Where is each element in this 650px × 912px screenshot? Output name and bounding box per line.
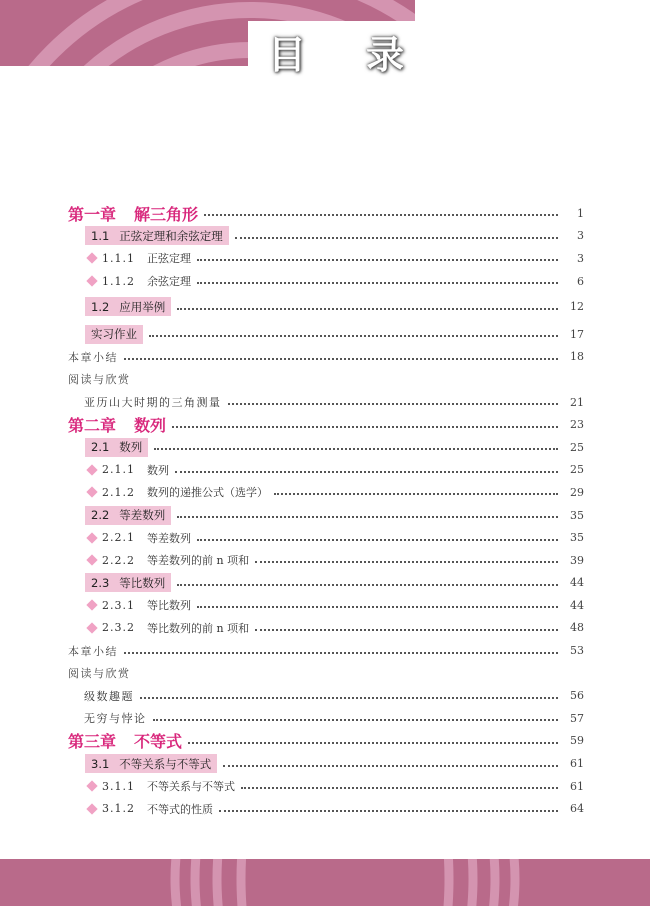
toc-section[interactable] (68, 295, 584, 318)
page-number: 48 (570, 621, 584, 635)
subsection-number: 2.2.1 (102, 531, 135, 545)
dot-leader (255, 561, 558, 563)
toc-chapter-3[interactable] (68, 730, 584, 753)
page-number: 17 (570, 327, 584, 341)
section-number: 1.2 (91, 299, 110, 314)
subsection-title: 等比数列 (147, 599, 191, 613)
page-number: 12 (570, 300, 584, 314)
diamond-bullet-icon (86, 275, 97, 286)
dot-leader (140, 697, 558, 699)
page-number: 44 (570, 598, 584, 612)
footer-decoration-band (0, 859, 650, 906)
toc-section[interactable] (68, 323, 584, 346)
page-number: 53 (570, 644, 584, 658)
page-number: 64 (570, 802, 584, 816)
dot-leader (177, 516, 558, 518)
section-number: 2.1 (91, 440, 110, 455)
diamond-bullet-icon (86, 622, 97, 633)
page-title: 目录 (268, 33, 465, 77)
page-number: 56 (570, 689, 584, 703)
subsection-number: 1.1.2 (102, 274, 135, 288)
toc-subsection[interactable] (68, 247, 584, 270)
page-number: 35 (570, 508, 584, 522)
dot-leader (219, 810, 558, 812)
subsection-title: 等差数列的前 n 项和 (147, 554, 250, 568)
entry-title: 本章小结 (68, 644, 118, 658)
toc-chapter-summary[interactable] (68, 639, 584, 662)
chapter-number: 第二章 (68, 416, 117, 436)
dot-leader (177, 584, 558, 586)
dot-leader (149, 335, 558, 337)
chapter-title: 数列 (134, 416, 167, 436)
toc-reading-item[interactable] (68, 391, 584, 414)
toc-subsection[interactable] (68, 617, 584, 640)
entry-title: 无穷与悖论 (84, 712, 147, 726)
page-number: 61 (570, 757, 584, 771)
page-number: 39 (570, 553, 584, 567)
section-title: 数列 (119, 440, 143, 455)
page-number: 57 (570, 711, 584, 725)
chapter-number: 第三章 (68, 732, 117, 752)
toc-subsection[interactable] (68, 526, 584, 549)
section-title: 正弦定理和余弦定理 (119, 228, 223, 243)
page-number: 44 (570, 576, 584, 590)
page-number: 3 (577, 229, 584, 243)
arc-stripes-decoration (0, 859, 650, 906)
dot-leader (172, 426, 558, 428)
entry-title: 级数趣题 (84, 689, 134, 703)
diamond-bullet-icon (86, 803, 97, 814)
section-title: 应用举例 (119, 299, 166, 314)
section-title: 等差数列 (119, 508, 166, 523)
dot-leader (153, 719, 559, 721)
section-number: 2.3 (91, 575, 110, 590)
dot-leader (177, 308, 558, 310)
section-number: 1.1 (91, 228, 110, 243)
section-number: 2.2 (91, 508, 110, 523)
page-number: 18 (570, 350, 584, 364)
dot-leader (197, 539, 558, 541)
dot-leader (241, 787, 558, 789)
dot-leader (154, 448, 558, 450)
diamond-bullet-icon (86, 464, 97, 475)
subsection-title: 数列的递推公式（选学） (147, 486, 268, 500)
toc-subsection[interactable] (68, 775, 584, 798)
chapter-title: 不等式 (134, 732, 183, 752)
section-title: 不等关系与不等式 (119, 756, 212, 771)
dot-leader (228, 403, 559, 405)
subsection-number: 3.1.2 (102, 802, 135, 816)
table-of-contents (68, 202, 584, 820)
dot-leader (223, 765, 558, 767)
subsection-number: 2.2.2 (102, 553, 135, 567)
dot-leader (124, 358, 558, 360)
toc-reading-item[interactable] (68, 684, 584, 707)
toc-chapter-1[interactable] (68, 202, 584, 225)
diamond-bullet-icon (86, 555, 97, 566)
toc-chapter-summary[interactable] (68, 346, 584, 369)
dot-leader (175, 471, 558, 473)
dot-leader (255, 629, 558, 631)
page-number: 61 (570, 779, 584, 793)
section-number: 3.1 (91, 756, 110, 771)
subsection-number: 2.3.1 (102, 598, 135, 612)
page-number: 21 (570, 395, 584, 409)
page-number: 3 (577, 251, 584, 265)
toc-subsection[interactable] (68, 594, 584, 617)
page-number: 25 (570, 440, 584, 454)
diamond-bullet-icon (86, 487, 97, 498)
subsection-title: 余弦定理 (147, 275, 191, 289)
dot-leader (188, 742, 558, 744)
subsection-title: 等比数列的前 n 项和 (147, 621, 250, 635)
entry-title: 本章小结 (68, 350, 118, 364)
toc-subsection[interactable] (68, 797, 584, 820)
subsection-number: 3.1.1 (102, 779, 135, 793)
entry-title: 阅读与欣赏 (68, 667, 131, 681)
diamond-bullet-icon (86, 600, 97, 611)
toc-subsection[interactable] (68, 481, 584, 504)
toc-section[interactable] (68, 504, 584, 527)
toc-reading-heading (68, 368, 584, 391)
subsection-title: 不等关系与不等式 (147, 780, 235, 794)
subsection-number: 2.1.2 (102, 485, 135, 499)
diamond-bullet-icon (86, 253, 97, 264)
toc-subsection[interactable] (68, 459, 584, 482)
diamond-bullet-icon (86, 780, 97, 791)
toc-reading-item[interactable] (68, 707, 584, 730)
chapter-number: 第一章 (68, 204, 117, 224)
dot-leader (197, 282, 558, 284)
subsection-number: 1.1.1 (102, 251, 135, 265)
dot-leader (274, 493, 558, 495)
subsection-number: 2.3.2 (102, 621, 135, 635)
page-number: 25 (570, 463, 584, 477)
subsection-title: 等差数列 (147, 531, 191, 545)
subsection-number: 2.1.1 (102, 463, 135, 477)
dot-leader (204, 214, 558, 216)
subsection-title: 不等式的性质 (147, 802, 213, 816)
page-number: 1 (577, 206, 584, 220)
dot-leader (197, 606, 558, 608)
toc-subsection[interactable] (68, 270, 584, 293)
subsection-title: 正弦定理 (147, 252, 191, 266)
section-title: 实习作业 (91, 327, 137, 342)
toc-section[interactable] (68, 572, 584, 595)
entry-title: 亚历山大时期的三角测量 (84, 396, 222, 410)
toc-subsection[interactable] (68, 549, 584, 572)
toc-reading-heading (68, 662, 584, 685)
page-number: 23 (570, 418, 584, 432)
page-number: 6 (577, 274, 584, 288)
toc-chapter-2[interactable] (68, 413, 584, 436)
chapter-title: 解三角形 (134, 204, 199, 224)
dot-leader (235, 237, 558, 239)
toc-section[interactable] (68, 436, 584, 459)
dot-leader (197, 259, 558, 261)
page-number: 59 (570, 734, 584, 748)
toc-section[interactable] (68, 225, 584, 248)
dot-leader (124, 652, 558, 654)
page-number: 35 (570, 531, 584, 545)
page-number: 29 (570, 485, 584, 499)
entry-title: 阅读与欣赏 (68, 373, 131, 387)
toc-section[interactable] (68, 752, 584, 775)
diamond-bullet-icon (86, 532, 97, 543)
section-title: 等比数列 (119, 575, 166, 590)
subsection-title: 数列 (147, 463, 169, 477)
